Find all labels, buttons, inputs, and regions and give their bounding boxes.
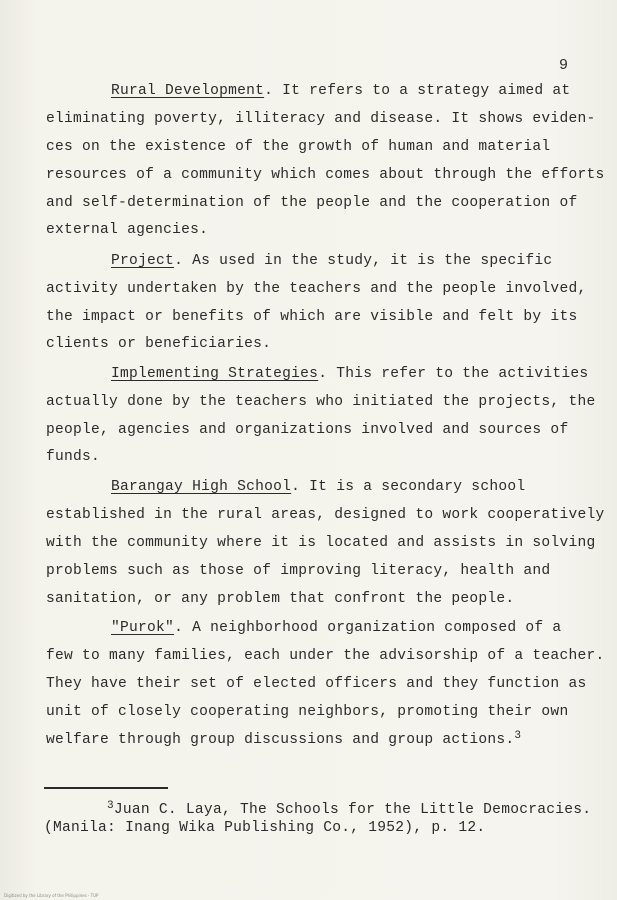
paragraph-line: Implementing Strategies. This refer to the activities xyxy=(111,366,589,382)
paragraph-line: the impact or benefits of which are visible and felt by its xyxy=(46,309,578,325)
paragraph-line: established in the rural areas, designed to work cooperatively xyxy=(46,507,605,523)
paragraph-line: Project. As used in the study, it is the specific xyxy=(111,253,553,269)
defined-term: Implementing Strategies xyxy=(111,366,319,382)
defined-term: "Purok" xyxy=(111,620,175,636)
paragraph-line: few to many families, each under the advisorship of a teacher. xyxy=(46,648,605,664)
footnote-divider xyxy=(44,787,168,789)
footnote-ref: 3 xyxy=(514,730,522,742)
paragraph-line: activity undertaken by the teachers and the people involved, xyxy=(46,281,587,297)
defined-term: Rural Development xyxy=(111,83,265,99)
paragraph-line: external agencies. xyxy=(46,222,209,238)
paragraph-line: problems such as those of improving literacy, health and xyxy=(46,563,551,579)
paragraph-line: Rural Development. It refers to a strategy aimed at xyxy=(111,83,571,99)
paragraph-line: unit of closely cooperating neighbors, promoting their own xyxy=(46,704,569,720)
paragraph-line: resources of a community which comes about through the efforts xyxy=(46,167,605,183)
page-number: 9 xyxy=(559,57,569,74)
paragraph-line: eliminating poverty, illiteracy and disease. It shows eviden- xyxy=(46,111,596,127)
paragraph-line: people, agencies and organizations involved and sources of xyxy=(46,422,569,438)
paragraph-line: clients or beneficiaries. xyxy=(46,336,272,352)
footer-stamp: Digitized by the Library of the Philippines - TUP xyxy=(4,893,99,898)
defined-term: Project xyxy=(111,253,175,269)
paragraph-line: actually done by the teachers who initiated the projects, the xyxy=(46,394,596,410)
footnote-line: $^3$Juan C. Laya, The Schools for the Little Democracies. xyxy=(107,800,592,818)
footnote-marker: 3 xyxy=(107,800,114,812)
paragraph-line: sanitation, or any problem that confront the people. xyxy=(46,591,515,607)
paragraph-line: with the community where it is located and assists in solving xyxy=(46,535,596,551)
footnote-line: (Manila: Inang Wika Publishing Co., 1952), p. 12. xyxy=(44,820,486,836)
paragraph-line: ces on the existence of the growth of human and material xyxy=(46,139,551,155)
paragraph-line: They have their set of elected officers and they function as xyxy=(46,676,587,692)
paragraph-line: welfare through group discussions and group actions.$^3$ xyxy=(46,730,522,748)
paragraph-line: Barangay High School. It is a secondary school xyxy=(111,479,526,495)
paragraph-line: funds. xyxy=(46,449,101,465)
paragraph-line: "Purok". A neighborhood organization composed of a xyxy=(111,620,562,636)
paragraph-line: and self-determination of the people and the cooperation of xyxy=(46,195,578,211)
defined-term: Barangay High School xyxy=(111,479,292,495)
